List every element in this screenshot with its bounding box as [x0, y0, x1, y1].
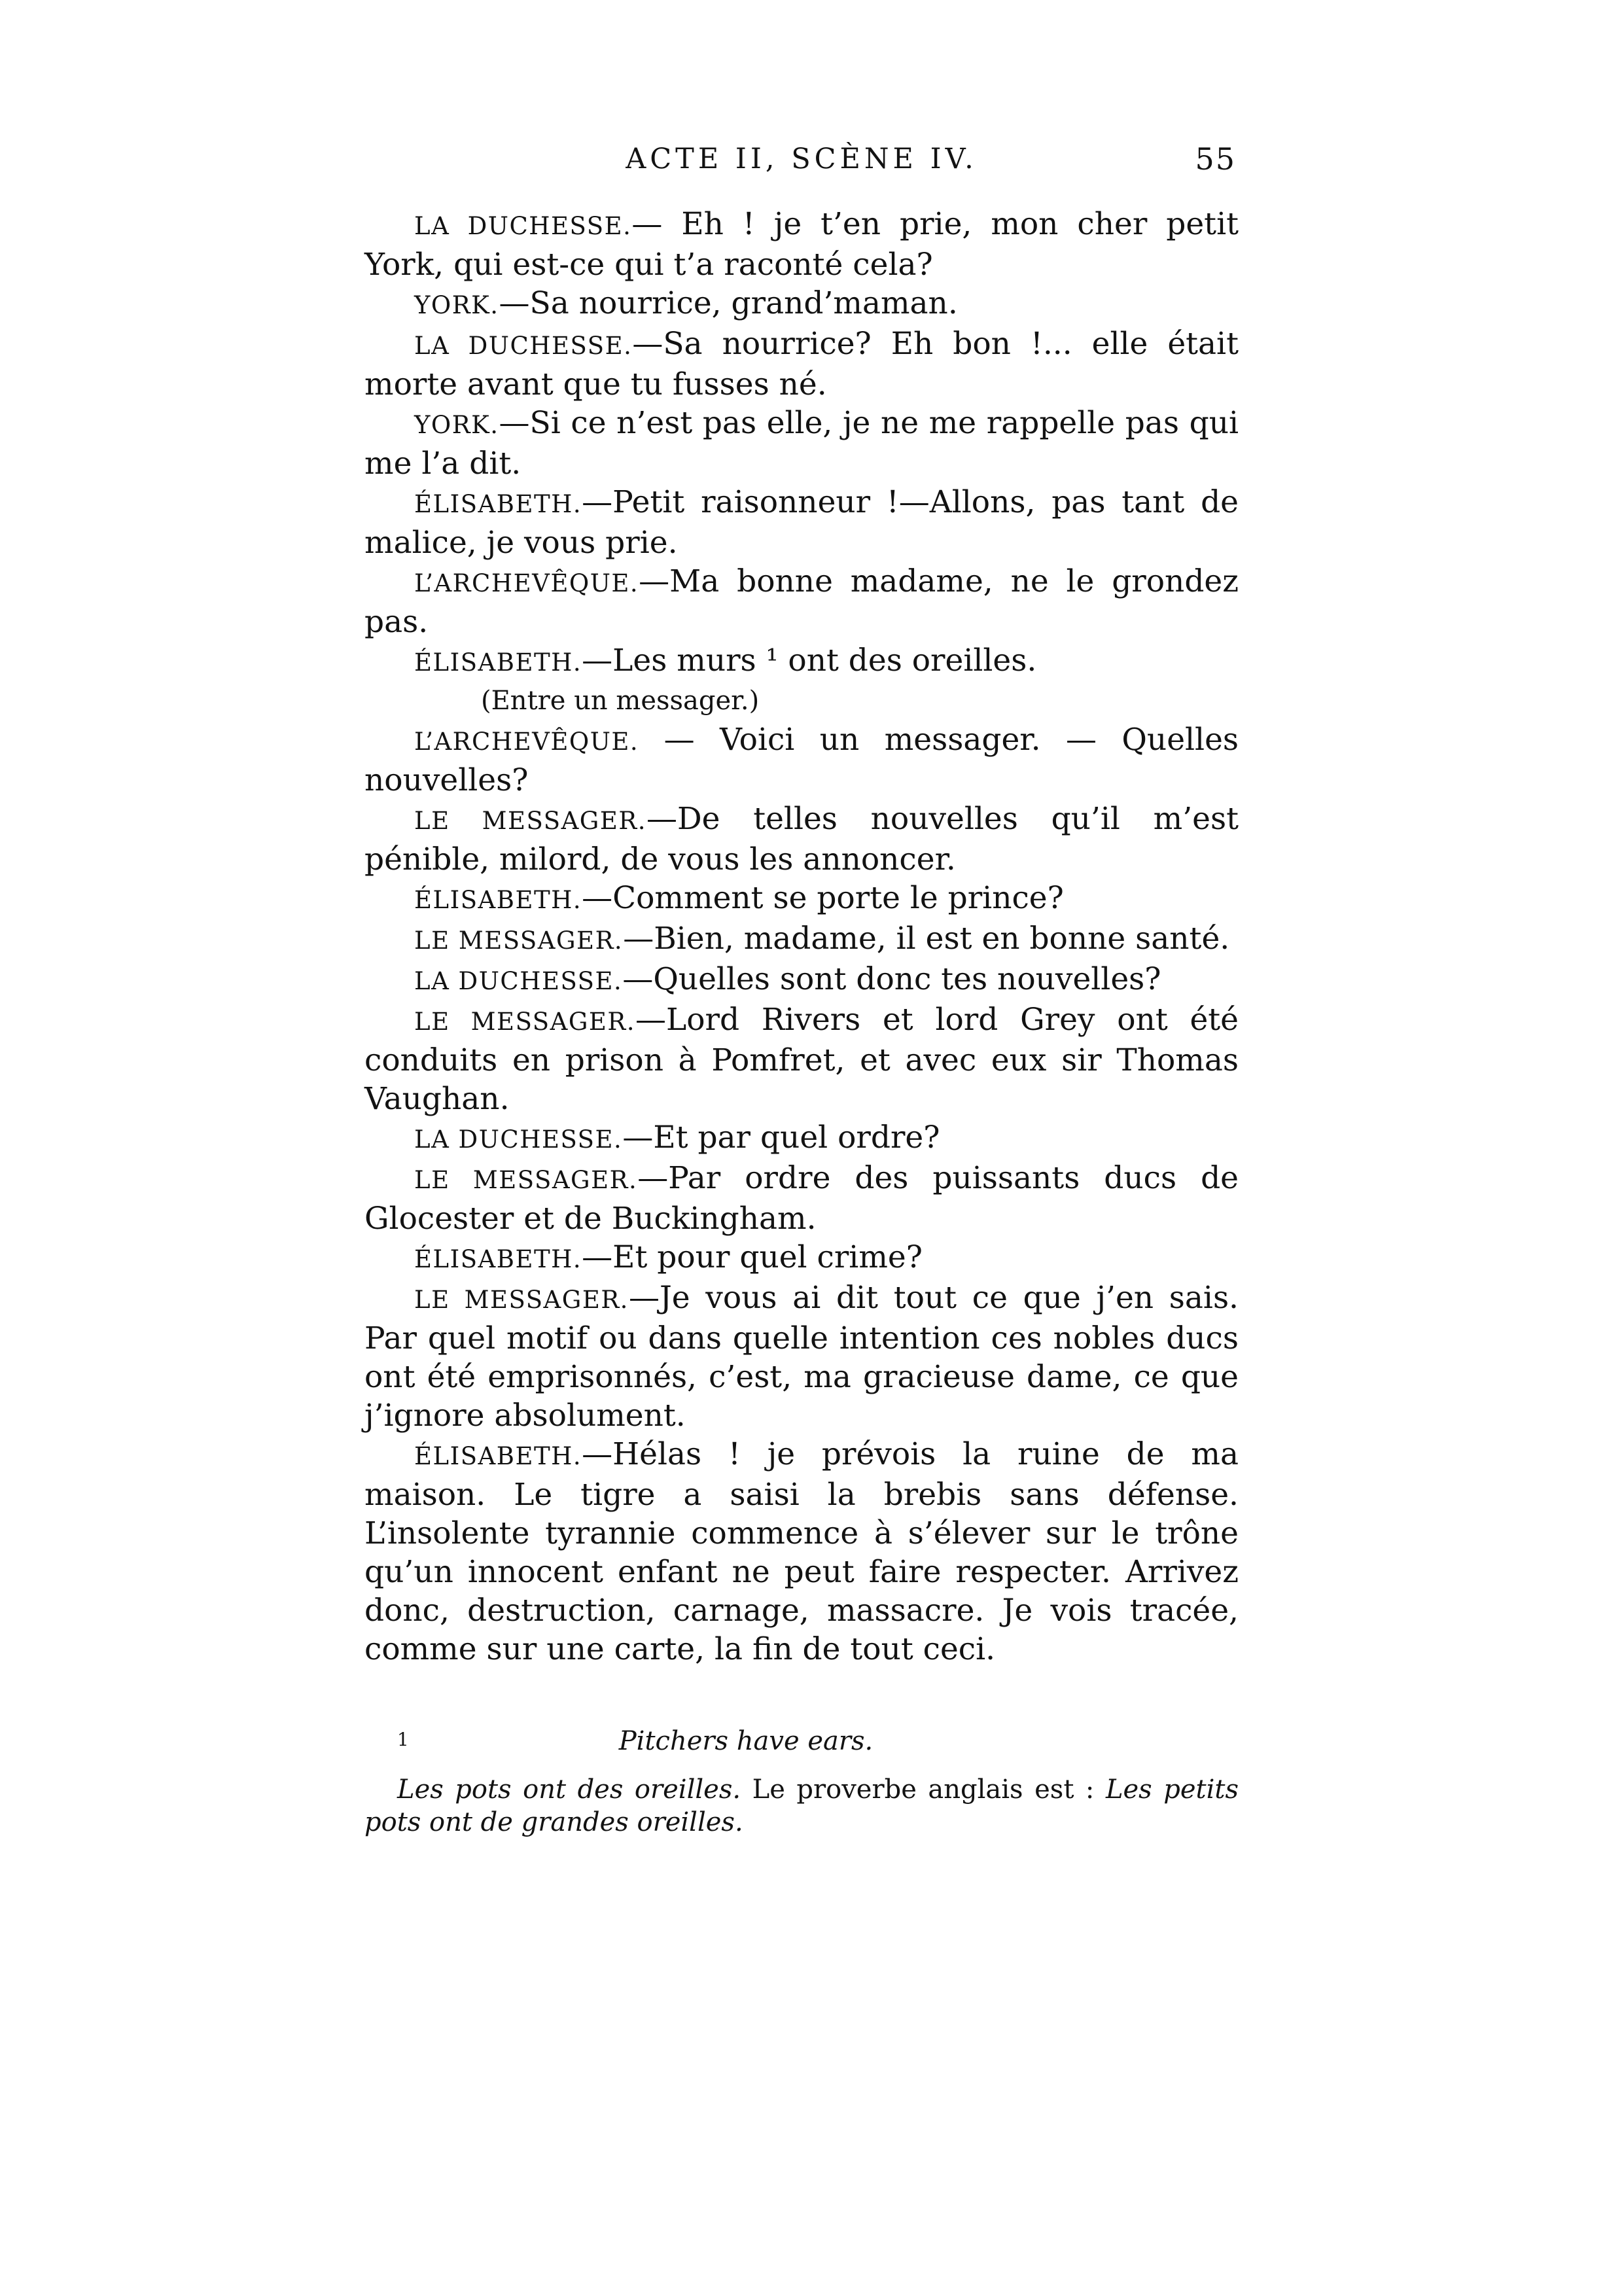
dialogue-text: —Petit raisonneur !—Allons, pas tant de malice, je vous prie.	[364, 484, 1239, 561]
footnote-text-segment: Le proverbe anglais est :	[741, 1775, 1106, 1805]
speaker-label: ÉLISABETH.	[414, 648, 582, 677]
dialogue-paragraph	[364, 404, 1239, 483]
footnote-text-segment: Les petits pots ont de grandes oreilles.	[364, 1775, 1239, 1837]
dialogue-paragraph	[364, 960, 1239, 1000]
dialogue-paragraph	[364, 1238, 1239, 1279]
speaker-label: LE MESSAGER.	[414, 927, 624, 955]
page-number: 55	[1195, 141, 1236, 177]
dialogue-paragraph	[364, 800, 1239, 879]
dialogue-text: —Bien, madame, il est en bonne santé.	[623, 921, 1230, 957]
speaker-label: LE MESSAGER.	[414, 807, 646, 835]
dialogue-text: —Sa nourrice, grand’maman.	[499, 285, 958, 321]
speaker-label: LA DUCHESSE.	[414, 967, 623, 995]
running-head-title: ACTE II, SCÈNE IV.	[626, 143, 978, 175]
dialogue-text: —Comment se porte le prince?	[582, 880, 1064, 916]
dialogue-paragraph	[364, 205, 1239, 284]
dialogue-text: —De telles nouvelles qu’il m’est pénible, milord, de vous les annoncer.	[364, 801, 1239, 877]
speaker-label: LE MESSAGER.	[414, 1008, 636, 1036]
dialogue-paragraph	[364, 1159, 1239, 1238]
dialogue-text: —Les murs ¹ ont des oreilles.	[582, 643, 1037, 679]
dialogue-text: —Et pour quel crime?	[582, 1239, 923, 1275]
speaker-label: LA DUCHESSE.	[414, 1125, 623, 1154]
dialogue-text: —Ma bonne madame, ne le grondez pas.	[364, 563, 1239, 640]
running-head	[364, 143, 1239, 177]
stage-direction: (Entre un messager.)	[481, 686, 760, 716]
dialogue-text: —Et par quel ordre?	[622, 1120, 940, 1156]
dialogue-paragraph	[364, 879, 1239, 919]
dialogue-paragraph	[364, 1118, 1239, 1159]
footnote-mark: 1	[397, 1729, 409, 1750]
dialogue-paragraph	[364, 641, 1239, 682]
dialogue-text: —Par ordre des puissants ducs de Glocester et de Buckingham.	[364, 1160, 1239, 1237]
speaker-label: ÉLISABETH.	[414, 1442, 582, 1470]
speaker-label: LE MESSAGER.	[414, 1286, 629, 1314]
speaker-label: LE MESSAGER.	[414, 1166, 638, 1194]
footnote	[364, 1726, 1239, 1839]
footnote-body	[364, 1773, 1239, 1839]
speaker-label: LA DUCHESSE.	[414, 332, 633, 360]
text-column	[364, 143, 1239, 1839]
dialogue-text: —Quelles sont donc tes nouvelles?	[622, 961, 1161, 997]
footnote-heading-line	[364, 1726, 1239, 1756]
dialogue-text: —Je vous ai dit tout ce que j’en sais. Par quel motif ou dans quelle intention ces nobles ducs ont été emprisonnés, c’est, ma gracieuse dame, ce que j’ignore absolument.	[364, 1280, 1239, 1434]
dialogue-paragraph	[364, 720, 1239, 800]
speaker-label: L’ARCHEVÊQUE.	[414, 728, 639, 756]
speaker-label: L’ARCHEVÊQUE.	[414, 569, 639, 597]
dialogue-paragraph	[364, 919, 1239, 960]
dialogue-body	[364, 205, 1239, 1669]
dialogue-text: — Voici un messager. — Quelles nouvelles?	[364, 722, 1239, 798]
dialogue-text: —Hélas ! je prévois la ruine de ma maison. Le tigre a saisi la brebis sans défense. L’insolente tyrannie commence à s’élever sur le trône qu’un innocent enfant ne peut faire respecter. Arrivez donc, destruction, carnage, massacre. Je vois tracée, comme sur une carte, la fin de tout ceci.	[364, 1436, 1239, 1667]
dialogue-paragraph	[364, 562, 1239, 641]
dialogue-text: —Sa nourrice? Eh bon !... elle était morte avant que tu fusses né.	[364, 326, 1239, 402]
dialogue-text: —Lord Rivers et lord Grey ont été conduits en prison à Pomfret, et avec eux sir Thomas Vaughan.	[364, 1002, 1239, 1117]
footnote-text-segment: Les pots ont des oreilles.	[397, 1775, 741, 1805]
speaker-label: ÉLISABETH.	[414, 886, 582, 914]
dialogue-paragraph	[364, 284, 1239, 325]
dialogue-paragraph	[364, 325, 1239, 404]
speaker-label: YORK.	[414, 411, 499, 439]
speaker-label: ÉLISABETH.	[414, 490, 582, 518]
footnote-heading: Pitchers have ears.	[618, 1726, 874, 1756]
dialogue-paragraph	[364, 483, 1239, 562]
dialogue-paragraph	[364, 1000, 1239, 1118]
dialogue-text: —Si ce n’est pas elle, je ne me rappelle pas qui me l’a dit.	[364, 405, 1239, 482]
dialogue-paragraph	[364, 1435, 1239, 1669]
speaker-label: YORK.	[414, 291, 499, 319]
speaker-label: LA DUCHESSE.	[414, 212, 632, 240]
dialogue-text: — Eh ! je t’en prie, mon cher petit York, qui est-ce qui t’a raconté cela?	[364, 206, 1239, 283]
speaker-label: ÉLISABETH.	[414, 1245, 582, 1273]
dialogue-paragraph	[364, 1279, 1239, 1435]
